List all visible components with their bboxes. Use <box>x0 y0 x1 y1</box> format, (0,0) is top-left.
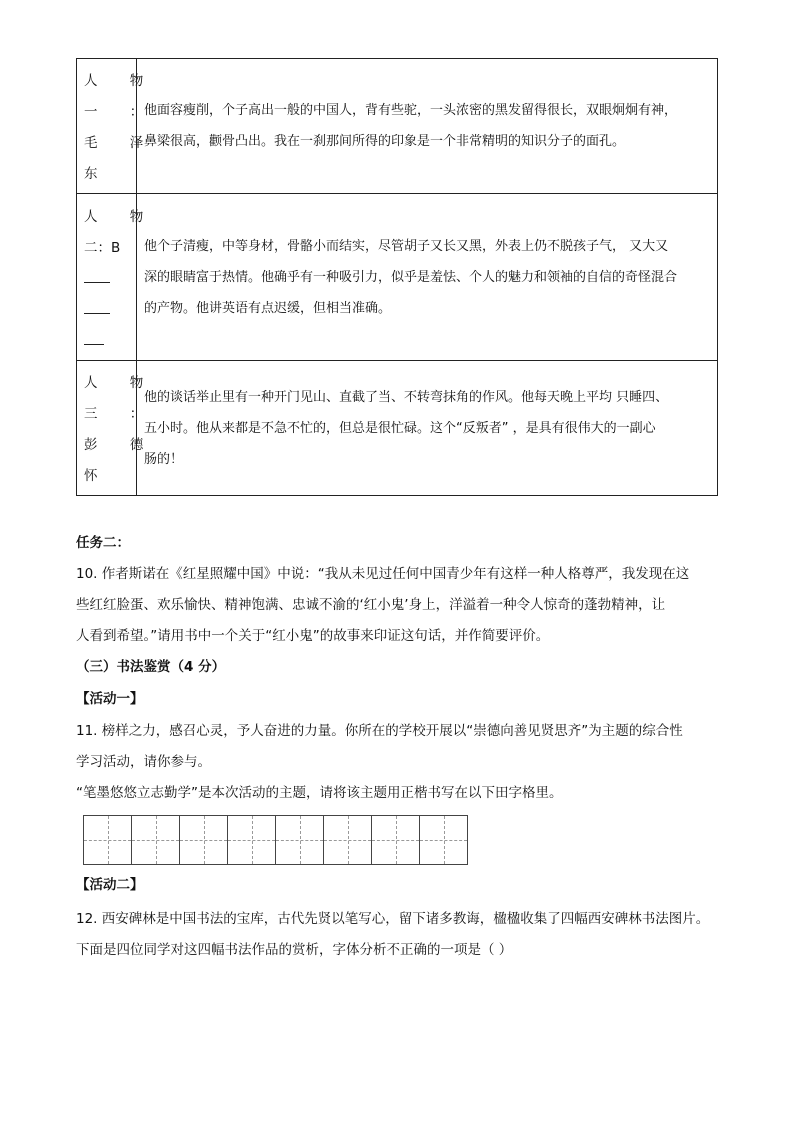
row-label: 人 物 三 ： 彭 德 怀 <box>77 361 137 496</box>
question-10-line: 10. 作者斯诺在《红星照耀中国》中说：“我从未见过任何中国青少年有这样一种人格尊严，我发现在这 <box>76 566 690 582</box>
task2-heading: 任务二： <box>76 535 130 551</box>
grid-cell[interactable] <box>276 816 324 864</box>
row-label: 人 物 二：B <box>77 194 137 361</box>
answer-blank <box>84 264 110 283</box>
table-row <box>77 194 718 361</box>
answer-blank <box>84 326 104 345</box>
row-description: 他面容瘦削，个子高出一般的中国人，背有些驼，一头浓密的黑发留得很长，双眼炯炯有神， 鼻梁很高，颧骨凸出。我在一刹那间所得的印象是一个非常精明的知识分子的面孔。 <box>137 59 718 194</box>
answer-blank <box>84 295 110 314</box>
question-12-line: 12. 西安碑林是中国书法的宝库，古代先贤以笔写心，留下诸多教诲，楹楹收集了四幅西安碑林书法图片。 <box>76 911 710 927</box>
row-description: 他的谈话举止里有一种开门见山、直截了当、不转弯抹角的作风。他每天晚上平均 只睡四、 五小时。他从来都是不急不忙的，但总是很忙碌。这个“反叛者” ，是具有很伟大的一副心 肠的！ <box>137 361 718 496</box>
question-11-line: 11. 榜样之力，感召心灵，予人奋进的力量。你所在的学校开展以“崇德向善见贤思齐”为主题的综合性 <box>76 723 683 739</box>
table-row <box>77 59 718 194</box>
grid-cell[interactable] <box>84 816 132 864</box>
grid-cell[interactable] <box>420 816 468 864</box>
question-10-line: 人看到希望。”请用书中一个关于“红小鬼”的故事来印证这句话，并作简要评价。 <box>76 628 550 644</box>
activity2-heading: 【活动二】 <box>76 877 144 893</box>
row-label: 人 物 一 ： 毛 泽 东 <box>77 59 137 194</box>
grid-cell[interactable] <box>228 816 276 864</box>
grid-cell[interactable] <box>180 816 228 864</box>
row-description: 他个子清瘦，中等身材，骨骼小而结实，尽管胡子又长又黑，外表上仍不脱孩子气， 又大又 深的眼睛富于热情。他确乎有一种吸引力，似乎是羞怯、个人的魅力和领袖的自信的奇怪混合 的产物。他讲英语有点迟缓，但相当准确。 <box>137 194 718 361</box>
section3-heading: （三）书法鉴赏（4 分） <box>76 659 226 675</box>
grid-cell[interactable] <box>372 816 420 864</box>
character-table <box>76 58 718 496</box>
question-11-instruction: “笔墨悠悠立志勤学”是本次活动的主题，请将该主题用正楷书写在以下田字格里。 <box>76 785 563 801</box>
question-12-line: 下面是四位同学对这四幅书法作品的赏析，字体分析不正确的一项是（ ） <box>76 942 513 958</box>
question-10-line: 些红红脸蛋、欢乐愉快、精神饱满、忠诚不渝的‘红小鬼’身上，洋溢着一种令人惊奇的蓬勃精神，让 <box>76 597 666 613</box>
question-11-line: 学习活动，请你参与。 <box>76 754 211 770</box>
activity1-heading: 【活动一】 <box>76 691 144 707</box>
grid-cell[interactable] <box>132 816 180 864</box>
grid-cell[interactable] <box>324 816 372 864</box>
tianzige-grid <box>83 815 468 865</box>
table-row <box>77 361 718 496</box>
